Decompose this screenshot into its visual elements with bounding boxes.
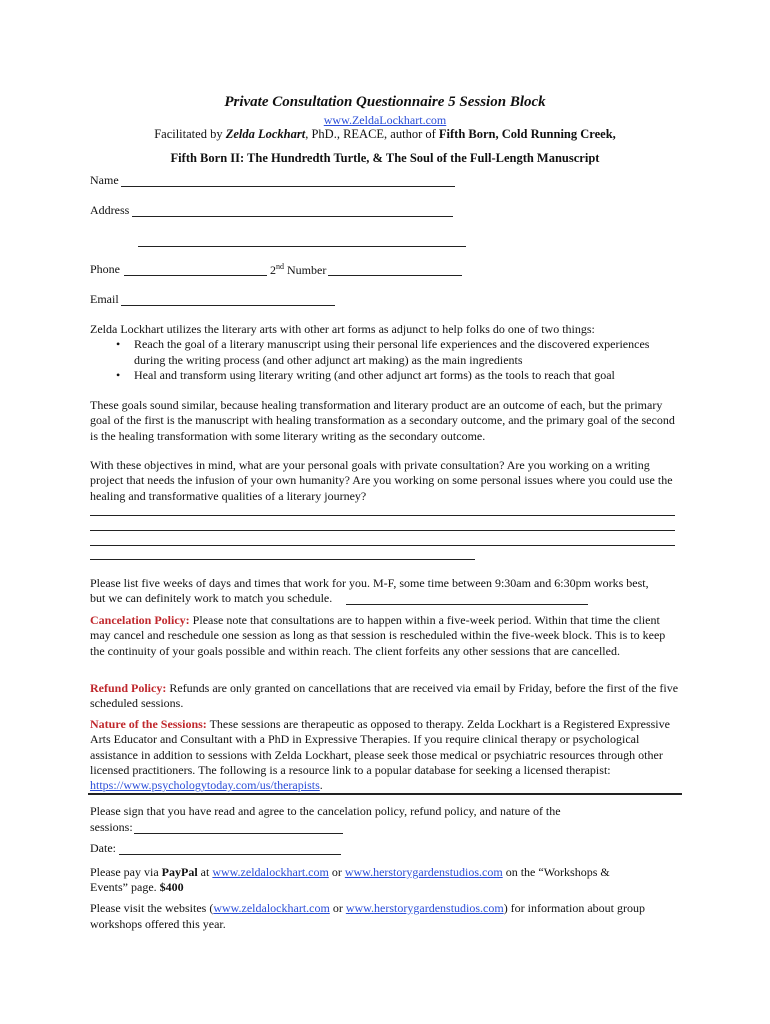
refund-policy [90,681,682,712]
answer-line[interactable] [90,515,675,516]
address-field-line-2[interactable] [138,246,466,247]
payment-method: PayPal [161,865,198,879]
bullet-item: • Heal and transform using literary writing (and other adjunct art forms) as the tools to reach that goal [116,368,682,383]
name-field[interactable] [121,186,455,187]
visit-line-2: workshops offered this year. [90,917,226,931]
payment-line-2 [90,880,184,895]
second-number-field[interactable] [328,275,462,276]
second-sup: nd [276,262,284,271]
facilitator-line [0,127,770,142]
cancelation-label: Cancelation Policy: [90,613,190,627]
payment-amount: $400 [159,880,184,894]
date-field[interactable] [119,854,341,855]
divider [88,793,682,795]
intro-text: Zelda Lockhart utilizes the literary arts with other art forms as adjunct to help folks do one of two things: [90,322,595,336]
second-label-text: Number [284,263,327,277]
nature-of-sessions [90,717,682,793]
phone-label: Phone [90,262,120,276]
zeldalockhart-link[interactable]: www.zeldalockhart.com [212,865,329,879]
bullet-item: • Reach the goal of a literary manuscript using their personal life experiences and the discovered experiences during the writing process (and other adjunct art making) as the main ingredients [116,337,682,368]
facilitator-name: Zelda Lockhart [225,127,306,141]
visit-suffix: ) for information about group [503,901,645,915]
second-number-label [270,262,326,278]
signature-field[interactable] [134,833,343,834]
signature-line-1: Please sign that you have read and agree to the cancelation policy, refund policy, and nature of the [90,804,561,818]
intro-bullets [90,337,682,383]
payment-or: or [328,865,345,879]
refund-text: Refunds are only granted on cancellations that are received via email by Friday, before the first of the five scheduled sessions. [90,681,679,711]
goals-paragraph: These goals sound similar, because healing transformation and literary product are an outcome of each, but the primary goal of the first is the manuscript with healing transformation as a secondary outcome, and the primary goal of the second is the healing transformation with some literary writing as the secondary outcome. [90,398,675,443]
therapist-link[interactable]: https://www.psychologytoday.com/us/therapists [90,778,320,793]
address-label: Address [90,203,130,217]
payment-line2-prefix: Events” page. [90,880,160,894]
visit-line-1 [90,901,645,916]
schedule-line-1: Please list five weeks of days and times that work for you. M-F, some time between 9:30am and 6:30pm works best, [90,576,649,590]
book-title-1: Fifth Born, Cold Running Creek, [438,127,616,141]
payment-at: at [197,865,213,879]
nature-text: These sessions are therapeutic as opposed to therapy. Zelda Lockhart is a Registered Expressive Arts Educator and Consultant with a PhD in Expressive Therapies. If you require clinical therapy or psychological assistance in addition to sessions with Zelda Lockhart, please seek those medical or psychiatric resources through other licensed practitioners. The following is a resource link to a popular database for seeking a licensed therapist: [90,717,670,777]
cancelation-policy [90,613,682,659]
answer-line[interactable] [90,545,675,546]
refund-label: Refund Policy: [90,681,167,695]
second-prefix: 2 [270,263,276,277]
name-label: Name [90,173,119,187]
answer-line[interactable] [90,530,675,531]
facilitated-mid: , PhD., REACE, author of [305,127,439,141]
email-label: Email [90,292,119,306]
phone-field[interactable] [124,275,267,276]
payment-suffix: on the “Workshops & [502,865,610,879]
visit-prefix: Please visit the websites ( [90,901,214,915]
intro-block [90,322,682,383]
nature-label: Nature of the Sessions: [90,717,207,731]
visit-or: or [329,901,346,915]
zeldalockhart-link[interactable]: www.zeldalockhart.com [213,901,330,915]
answer-line[interactable] [90,559,475,560]
objectives-question: With these objectives in mind, what are your personal goals with private consultation? Are you working on a writing project that needs the infusion of your own humanity? Are you working on some personal issues where you could use the healing and transformative qualities of a literary journey? [90,458,673,503]
schedule-line-2: but we can definitely work to match you schedule. [90,591,333,605]
books-line: Fifth Born II: The Hundredth Turtle, & The Soul of the Full-Length Manuscript [170,151,600,165]
herstory-link[interactable]: www.herstorygardenstudios.com [344,865,503,879]
schedule-field[interactable] [346,604,588,605]
payment-line-1 [90,865,610,880]
website-link[interactable]: www.ZeldaLockhart.com [323,113,447,127]
address-field[interactable] [132,216,453,217]
page-title: Private Consultation Questionnaire 5 Session Block [224,94,546,110]
payment-prefix: Please pay via [90,865,162,879]
email-field[interactable] [121,305,335,306]
date-label: Date: [90,841,116,855]
nature-end: . [319,778,323,793]
herstory-link[interactable]: www.herstorygardenstudios.com [345,901,504,915]
signature-line-2: sessions: [90,820,133,834]
facilitated-prefix: Facilitated by [154,127,226,141]
cancelation-text: Please note that consultations are to happen within a five-week period. Within that time the client may cancel and reschedule one session as long as that session is rescheduled within the five-week block. This is to keep the continuity of your goals possible and within reach. The client forfeits any other sessions that are cancelled. [90,613,666,658]
